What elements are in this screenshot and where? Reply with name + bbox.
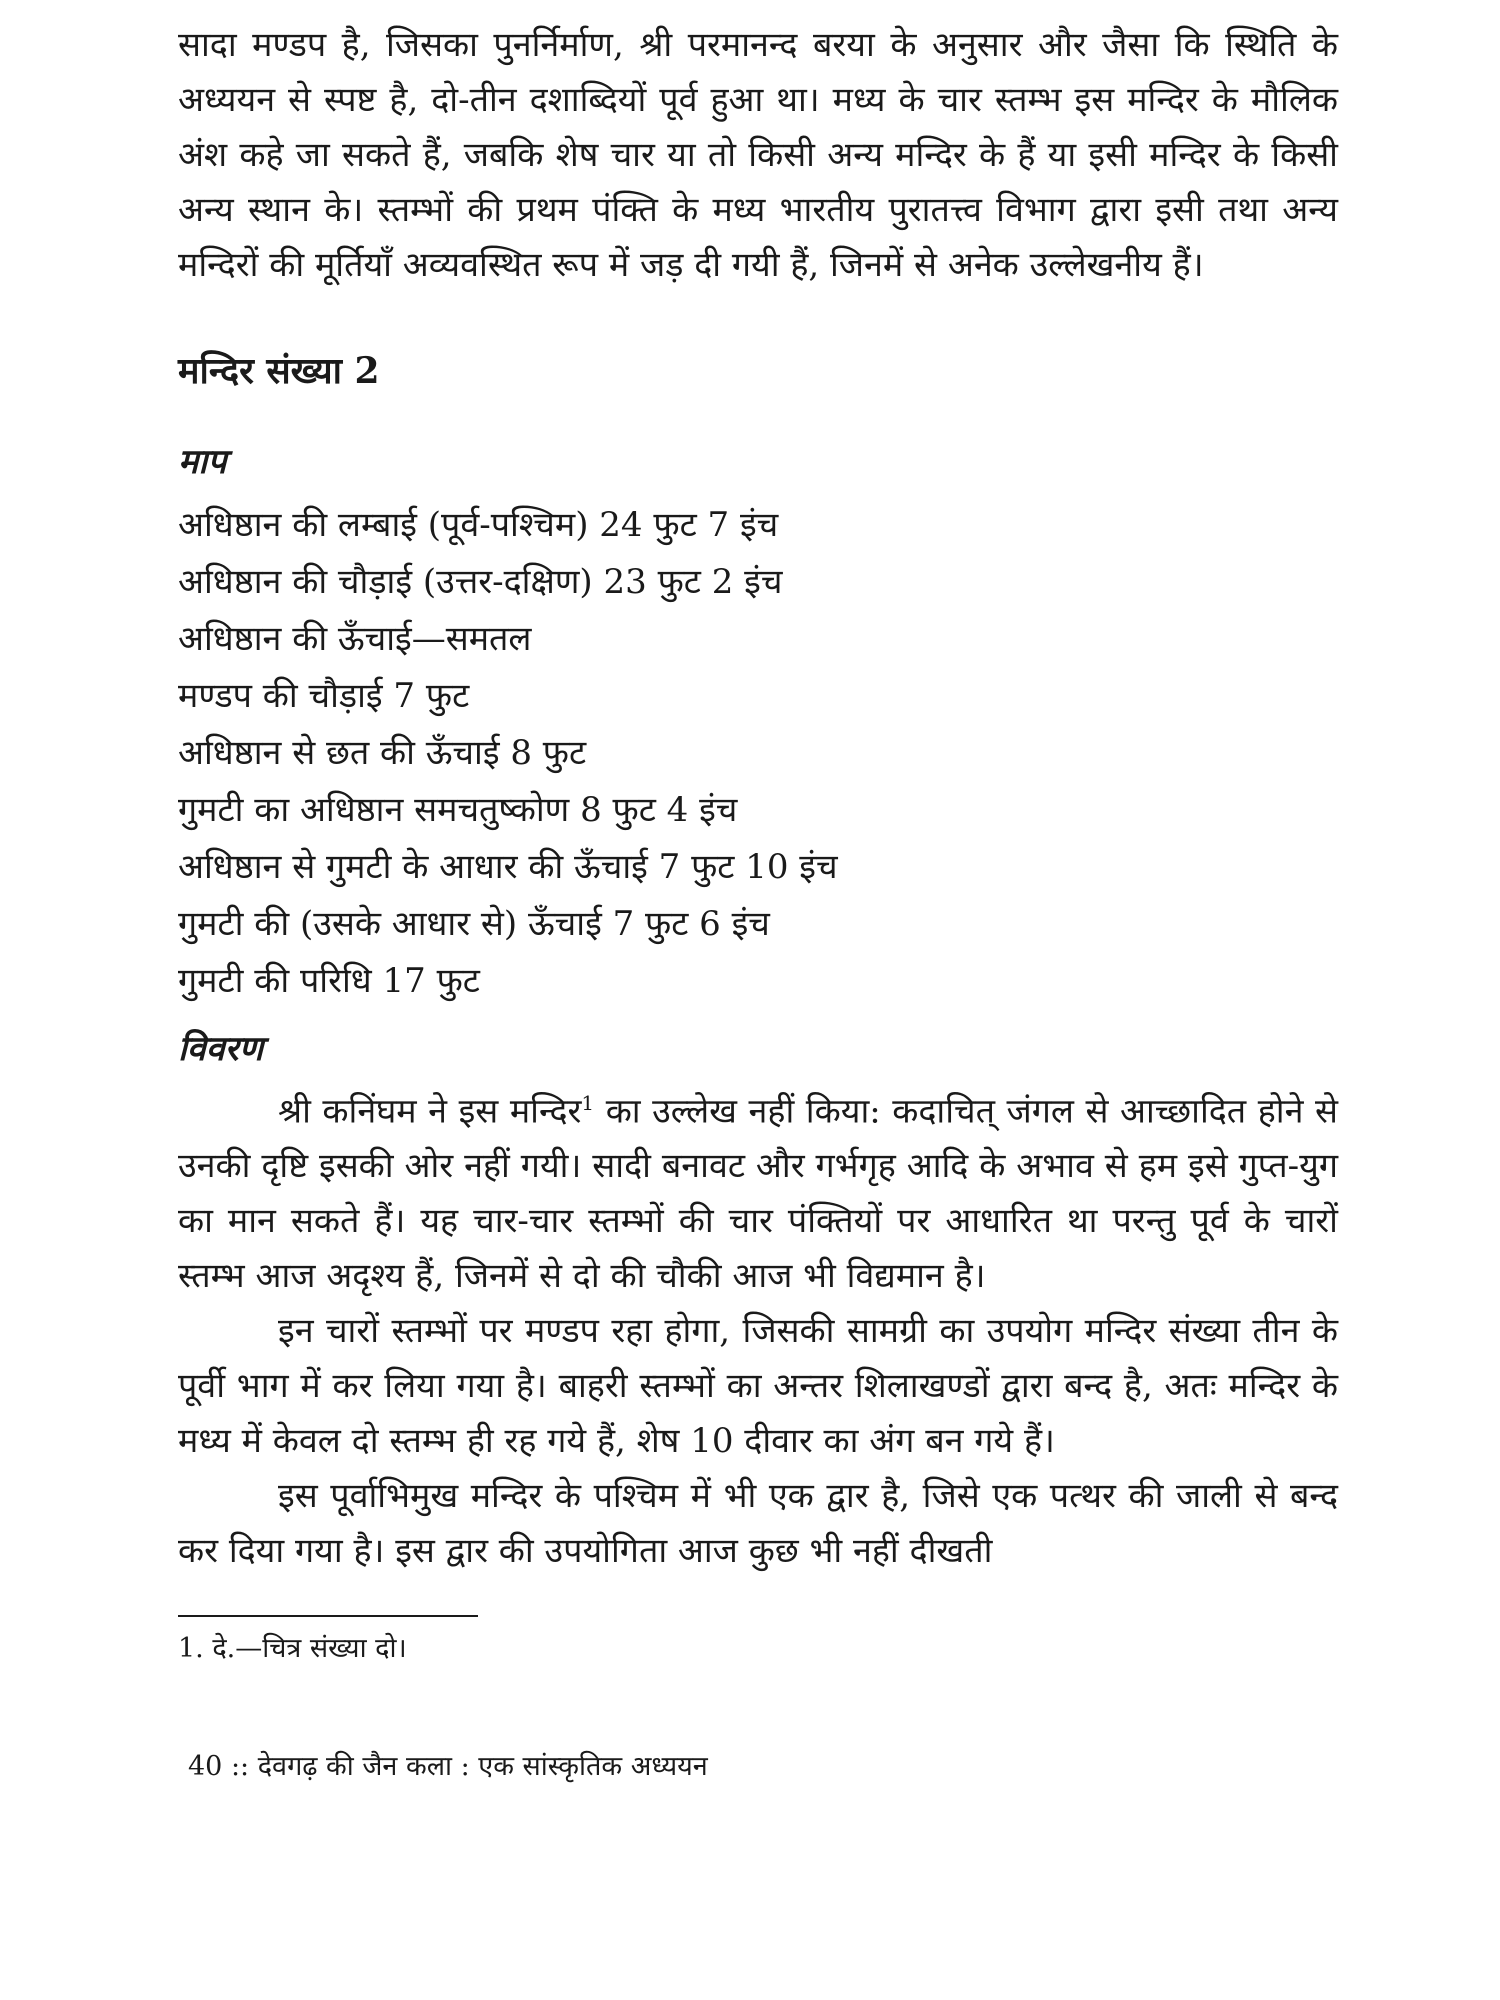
para1-text-start: श्री कनिंघम ने इस मन्दिर [278,1091,582,1132]
section-heading: मन्दिर संख्या 2 [178,350,380,392]
measurement-item: मण्डप की चौड़ाई 7 फुट [178,676,470,716]
footnote-marker: 1 [581,1091,595,1115]
description-paragraph-2: इन चारों स्तम्भों पर मण्डप रहा होगा, जिसकी सामग्री का उपयोग मन्दिर संख्या तीन के पूर्वी भाग में कर लिया गया है। बाहरी स्तम्भों का अन्तर शिलाखण्डों द्वारा बन्द है, अतः मन्दिर के मध्य में केवल दो स्तम्भ ही रह गये हैं, शेष 10 दीवार का अंग बन गये हैं। [178,1311,1338,1462]
measurement-item: गुमटी की (उसके आधार से) ऊँचाई 7 फुट 6 इंच [178,904,770,944]
page-footer: 40 :: देवगढ़ की जैन कला : एक सांस्कृतिक अध्ययन [188,1751,708,1783]
description-paragraph-1 [178,1076,1338,1304]
description-paragraph-3: इस पूर्वाभिमुख मन्दिर के पश्चिम में भी एक द्वार है, जिसे एक पत्थर की जाली से बन्द कर दिया गया है। इस द्वार की उपयोगिता आज कुछ भी नहीं दीखती [178,1476,1338,1572]
footnote-divider [178,1615,478,1617]
para1-text-rest: का उल्लेख नहीं किया: कदाचित् जंगल से आच्छादित होने से उनकी दृष्टि इसकी ओर नहीं गयी। सादी बनावट और गर्भगृह आदि के अभाव से हम इसे गुप्त-युग का मान सकते हैं। यह चार-चार स्तम्भों की चार पंक्तियों पर आधारित था परन्तु पूर्व के चारों स्तम्भ आज अदृश्य हैं, जिनमें से दो की चौकी आज भी विद्यमान है। [178,1091,1338,1297]
measurement-item: अधिष्ठान की लम्बाई (पूर्व-पश्चिम) 24 फुट 7 इंच [178,505,779,545]
measurement-item: अधिष्ठान से छत की ऊँचाई 8 फुट [178,733,587,773]
intro-paragraph: सादा मण्डप है, जिसका पुनर्निर्माण, श्री परमानन्द बरया के अनुसार और जैसा कि स्थिति के अध्ययन से स्पष्ट है, दो-तीन दशाब्दियों पूर्व हुआ था। मध्य के चार स्तम्भ इस मन्दिर के मौलिक अंश कहे जा सकते हैं, जबकि शेष चार या तो किसी अन्य मन्दिर के हैं या इसी मन्दिर के किसी अन्य स्थान के। स्तम्भों की प्रथम पंक्ति के मध्य भारतीय पुरातत्त्व विभाग द्वारा इसी तथा अन्य मन्दिरों की मूर्तियाँ अव्यवस्थित रूप में जड़ दी गयी हैं, जिनमें से अनेक उल्लेखनीय हैं। [178,25,1338,285]
measurement-item: गुमटी की परिधि 17 फुट [178,961,480,1001]
measurements-heading: माप [178,442,227,482]
footnote: 1. दे.—चित्र संख्या दो। [178,1633,407,1665]
measurement-item: अधिष्ठान की चौड़ाई (उत्तर-दक्षिण) 23 फुट 2 इंच [178,562,783,602]
measurement-item: अधिष्ठान की ऊँचाई—समतल [178,619,532,659]
measurement-item: गुमटी का अधिष्ठान समचतुष्कोण 8 फुट 4 इंच [178,790,738,830]
document-page [178,18,1338,1787]
description-heading: विवरण [178,1029,264,1069]
measurement-item: अधिष्ठान से गुमटी के आधार की ऊँचाई 7 फुट 10 इंच [178,847,838,887]
measurements-list [178,497,1338,1010]
